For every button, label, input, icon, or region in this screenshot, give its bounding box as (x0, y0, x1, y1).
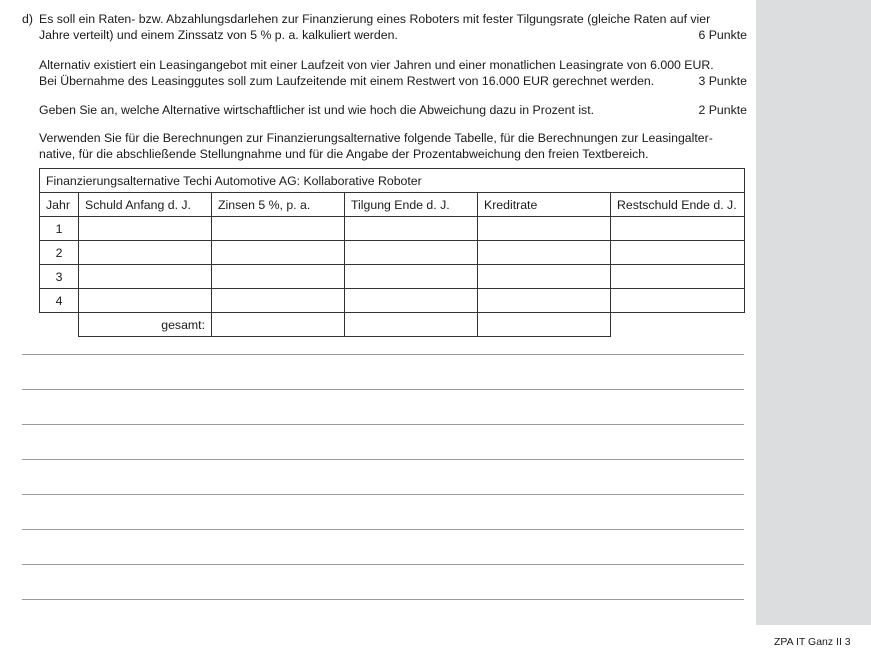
task-line-1: Es soll ein Raten- bzw. Abzahlungsdarlehen zur Finanzierung eines Roboters mit fester Tilgungsrate (gleiche Raten auf vier (39, 12, 711, 26)
total-label: gesamt: (79, 313, 212, 337)
kreditrate-cell[interactable] (478, 217, 611, 241)
total-zinsen-cell[interactable] (212, 313, 345, 337)
header-tilgung: Tilgung Ende d. J. (345, 193, 478, 217)
zinsen-cell[interactable] (212, 217, 345, 241)
kreditrate-cell[interactable] (478, 289, 611, 313)
tilgung-cell[interactable] (345, 289, 478, 313)
compare-line (39, 102, 747, 118)
table-row (40, 217, 745, 241)
tilgung-cell[interactable] (345, 265, 478, 289)
header-kreditrate: Kreditrate (478, 193, 611, 217)
restschuld-cell[interactable] (611, 217, 745, 241)
kreditrate-cell[interactable] (478, 265, 611, 289)
table-title: Finanzierungsalternative Techi Automotive AG: Kollaborative Roboter (40, 169, 745, 193)
schuld-anfang-cell[interactable] (79, 289, 212, 313)
header-jahr: Jahr (40, 193, 79, 217)
answer-line[interactable] (22, 529, 744, 530)
total-spacer (40, 313, 79, 337)
year-cell: 4 (40, 289, 79, 313)
leasing-line-2 (39, 73, 747, 89)
year-cell: 1 (40, 217, 79, 241)
zinsen-cell[interactable] (212, 289, 345, 313)
answer-line[interactable] (22, 459, 744, 460)
answer-line[interactable] (22, 564, 744, 565)
table-header-row (40, 193, 745, 217)
header-restschuld: Restschuld Ende d. J. (611, 193, 745, 217)
table-row (40, 265, 745, 289)
task-points: 6 Punkte (698, 28, 747, 42)
page-margin-band (756, 0, 871, 625)
year-cell: 3 (40, 265, 79, 289)
table-row (40, 241, 745, 265)
instructions-line-1: Verwenden Sie für die Berechnungen zur Finanzierungsalternative folgende Tabelle, für die Berechnungen zur Leasingalter- (39, 131, 713, 145)
total-tilgung-cell[interactable] (345, 313, 478, 337)
task-line-2-text: Jahre verteilt) und einem Zinssatz von 5 % p. a. kalkuliert werden. (39, 28, 398, 42)
leasing-line-2-text: Bei Übernahme des Leasinggutes soll zum Laufzeitende mit einem Restwert von 16.000 EUR gerechnet werden. (39, 74, 655, 88)
task-paragraph (22, 11, 747, 43)
task-line-2 (39, 27, 747, 43)
answer-line[interactable] (22, 599, 744, 600)
instructions-line-2: native, für die abschließende Stellungnahme und für die Angabe der Prozentabweichung den freien Textbereich. (39, 147, 649, 161)
zinsen-cell[interactable] (212, 241, 345, 265)
answer-line[interactable] (22, 424, 744, 425)
table-row (40, 289, 745, 313)
page-footer: ZPA IT Ganz II 3 (774, 636, 851, 648)
tilgung-cell[interactable] (345, 217, 478, 241)
header-schuld-anfang: Schuld Anfang d. J. (79, 193, 212, 217)
answer-line[interactable] (22, 494, 744, 495)
table-title-row (40, 169, 745, 193)
table-total-row (40, 313, 745, 337)
total-spacer-right (611, 313, 745, 337)
compare-points: 2 Punkte (698, 103, 747, 117)
restschuld-cell[interactable] (611, 265, 745, 289)
zinsen-cell[interactable] (212, 265, 345, 289)
schuld-anfang-cell[interactable] (79, 265, 212, 289)
kreditrate-cell[interactable] (478, 241, 611, 265)
task-marker: d) (22, 12, 33, 26)
tilgung-cell[interactable] (345, 241, 478, 265)
instructions-paragraph (39, 130, 747, 162)
leasing-points: 3 Punkte (698, 74, 747, 88)
financing-table (39, 168, 745, 337)
compare-paragraph (39, 102, 747, 118)
restschuld-cell[interactable] (611, 289, 745, 313)
leasing-paragraph (39, 57, 747, 89)
leasing-line-1: Alternativ existiert ein Leasingangebot mit einer Laufzeit von vier Jahren und einer monatlichen Leasingrate von 6.000 EUR. (39, 58, 714, 72)
schuld-anfang-cell[interactable] (79, 241, 212, 265)
answer-line[interactable] (22, 389, 744, 390)
answer-line[interactable] (22, 354, 744, 355)
year-cell: 2 (40, 241, 79, 265)
header-zinsen: Zinsen 5 %, p. a. (212, 193, 345, 217)
schuld-anfang-cell[interactable] (79, 217, 212, 241)
total-kreditrate-cell[interactable] (478, 313, 611, 337)
compare-text: Geben Sie an, welche Alternative wirtschaftlicher ist und wie hoch die Abweichung dazu in Prozent ist. (39, 103, 595, 117)
restschuld-cell[interactable] (611, 241, 745, 265)
